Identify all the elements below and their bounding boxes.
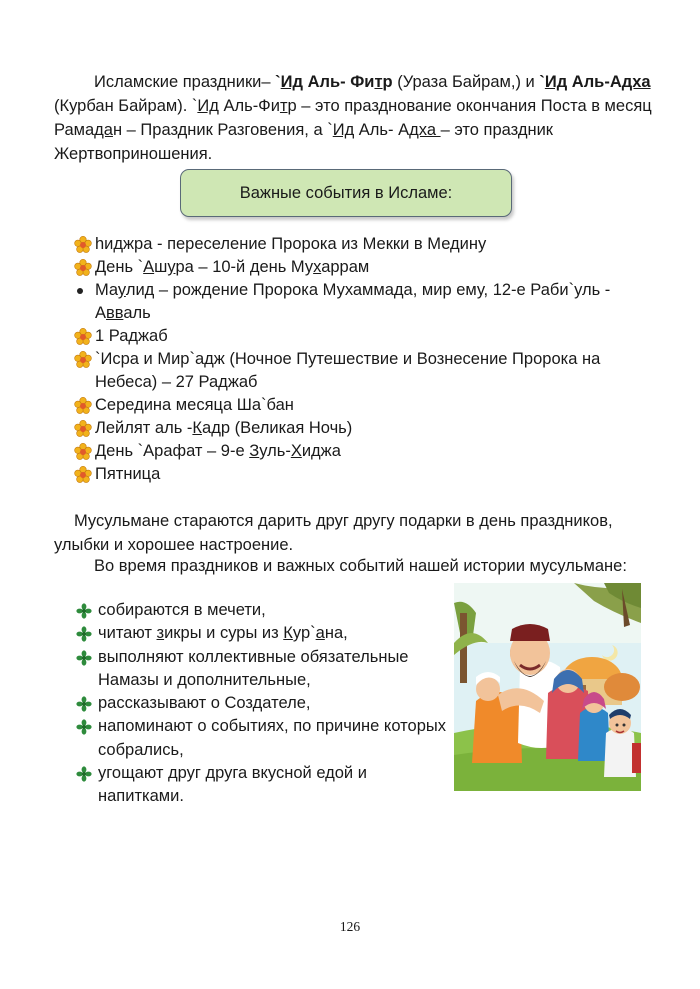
event-item-text: ш xyxy=(154,258,168,276)
leaf-icon xyxy=(76,626,92,642)
event-item xyxy=(74,279,664,325)
flower-icon xyxy=(74,397,92,415)
event-item xyxy=(74,417,664,440)
event-item-text: лид – рождение Пророка Мухаммада, мир ему, 12-е Раби`уль - А xyxy=(95,281,611,322)
event-item-text: День `Арафат – 9-е xyxy=(95,442,250,460)
event-item xyxy=(74,325,664,348)
activities-list xyxy=(76,599,446,809)
activity-item-text: икры и суры из xyxy=(164,624,284,643)
leaf-icon xyxy=(76,603,92,619)
activity-item-text: на, xyxy=(324,624,348,643)
event-item-text: `Исра и Мир`адж (Ночное Путешествие и Вознесение Пророка на Небеса) – 27 Раджаб xyxy=(95,350,601,391)
activity-item xyxy=(76,692,446,715)
activity-item xyxy=(76,762,446,809)
activity-item-text: ур` xyxy=(292,624,316,643)
gifts-paragraph: Мусульмане стараются дарить друг другу подарки в день праздников, улыбки и хорошее настроение. xyxy=(54,512,613,554)
leaf-icon xyxy=(76,766,92,782)
leaf-icon xyxy=(76,696,92,712)
event-item xyxy=(74,233,664,256)
event-item xyxy=(74,440,664,463)
event-item-text: у xyxy=(167,258,176,276)
event-item-text: Середина месяца Ша`бан xyxy=(95,396,294,414)
event-item-text: Ма xyxy=(95,281,118,299)
event-item xyxy=(74,463,664,486)
event-item-text: иджа xyxy=(301,442,341,460)
flower-icon xyxy=(74,351,92,369)
activity-item xyxy=(76,622,446,645)
events-list xyxy=(74,233,664,486)
event-item xyxy=(74,394,664,417)
leaf-icon xyxy=(76,650,92,666)
flower-icon xyxy=(74,466,92,484)
event-item-text: Лейлят аль - xyxy=(95,419,193,437)
activity-item-text: читают xyxy=(98,624,157,643)
event-item-text: вв xyxy=(106,304,124,322)
activity-item xyxy=(76,715,446,762)
intro-paragraph: Исламские праздники– `Ид Аль- Фитр (Ураза Байрам,) и `Ид Аль-Адха (Курбан Байрам). `Ид Аль-Фитр – это празднование окончания Поста в месяц Рамадан – Праздник Разговения, а `Ид Аль- Адха – это праздник Жертвоприношения. xyxy=(54,73,652,163)
event-item-text: аль xyxy=(123,304,151,322)
event-item-text: у xyxy=(117,281,126,299)
event-item-text: Пятница xyxy=(95,465,161,483)
event-item-text: аррам xyxy=(321,258,370,276)
activities-intro-paragraph: Во время праздников и важных событий нашей истории мусульмане: xyxy=(94,557,627,575)
event-item-text: З xyxy=(249,442,260,460)
flower-icon xyxy=(74,259,92,277)
event-item-text: hиджра - переселение Пророка из Мекки в Медину xyxy=(95,235,487,253)
page-number: 126 xyxy=(339,919,361,934)
event-item-text: А xyxy=(143,258,155,276)
event-item-text: Х xyxy=(290,442,302,460)
event-item xyxy=(74,256,664,279)
activity-item-text: угощают друг друга вкусной едой и напитками. xyxy=(98,764,367,806)
flower-icon xyxy=(74,420,92,438)
event-item-text: – 10-й день Му xyxy=(193,258,314,276)
flower-icon xyxy=(74,236,92,254)
event-item-text: адр (Великая Ночь) xyxy=(202,419,353,437)
bullet-dot xyxy=(77,288,83,294)
event-item-text: К xyxy=(192,419,203,437)
activity-item xyxy=(76,599,446,622)
leaf-icon xyxy=(76,719,92,735)
activity-item-text: з xyxy=(156,624,165,643)
activity-item xyxy=(76,646,446,693)
event-item-text: уль- xyxy=(259,442,291,460)
flower-icon xyxy=(74,443,92,461)
important-events-title: Важные события в Исламе: xyxy=(239,183,453,202)
activity-item-text: собираются в мечети, xyxy=(98,601,266,619)
event-item xyxy=(74,348,664,394)
activity-item-text: выполняют коллективные обязательные Намазы и дополнительные, xyxy=(98,647,409,689)
celebration-illustration xyxy=(454,583,641,791)
activity-item-text: а xyxy=(315,624,325,643)
important-events-box xyxy=(180,169,512,217)
activity-item-text: напоминают о событиях, по причине которых собрались, xyxy=(98,717,446,759)
activity-item-text: К xyxy=(283,624,293,643)
activity-item-text: рассказывают о Создателе, xyxy=(98,694,311,713)
flower-icon xyxy=(74,328,92,346)
event-item-text: 1 Раджаб xyxy=(95,327,168,345)
event-item-text: х xyxy=(313,258,322,276)
event-item-text: День ` xyxy=(95,258,144,276)
event-item-text: ра xyxy=(175,258,194,276)
